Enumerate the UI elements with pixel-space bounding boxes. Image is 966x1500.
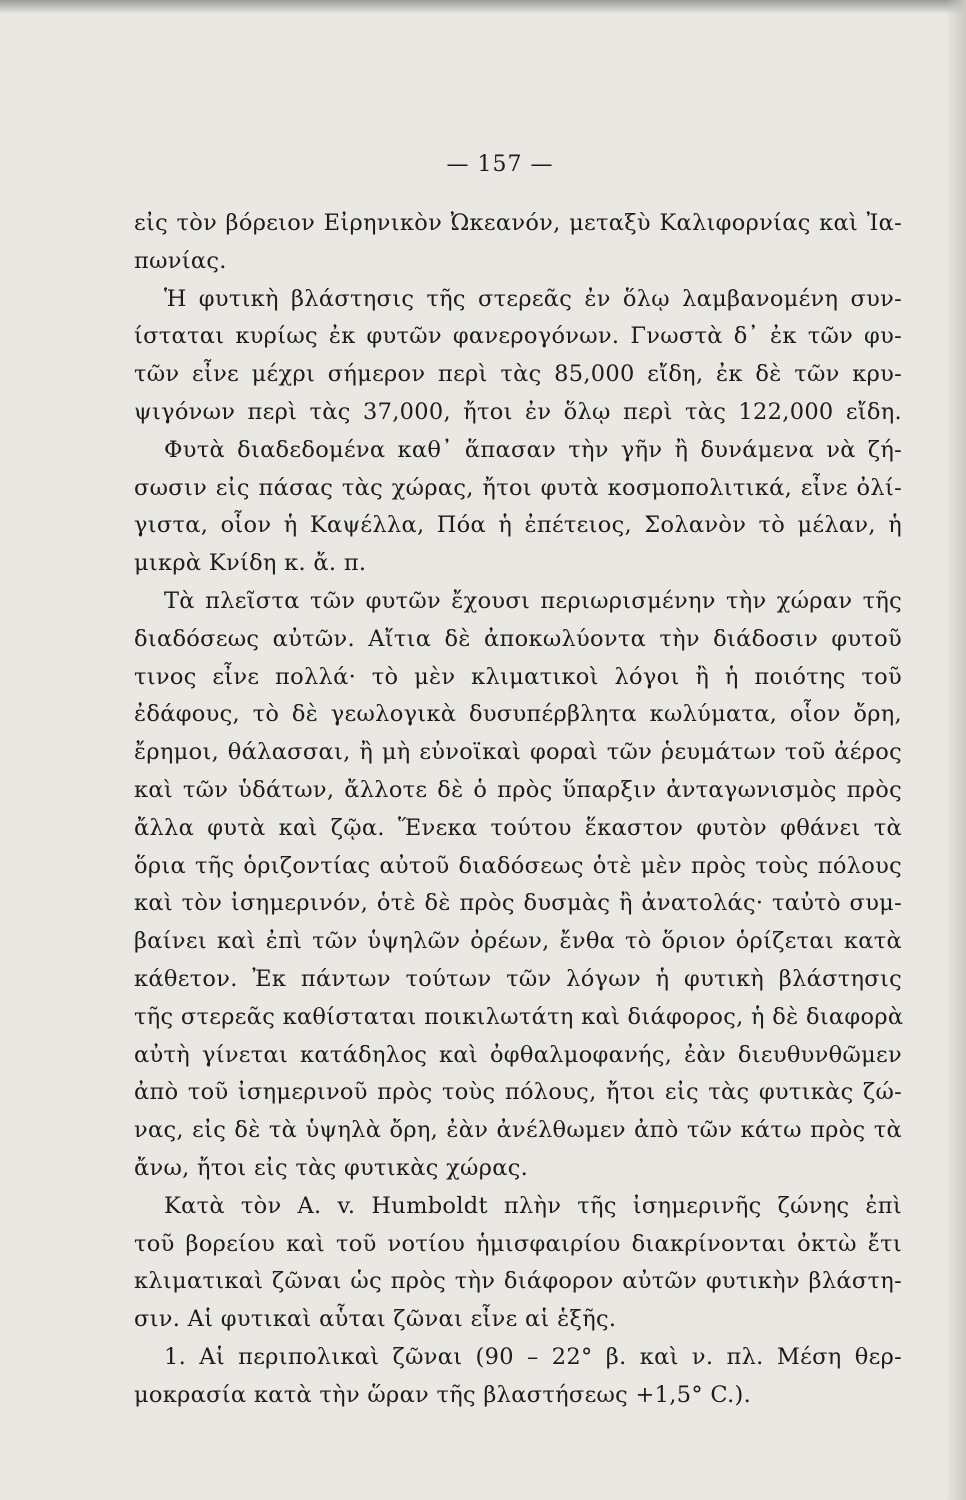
text-line: ἀπὸ τοῦ ἰσημερινοῦ πρὸς τοὺς πόλους, ἤτοι εἰς τὰς φυτικὰς ζώ- — [134, 1079, 902, 1106]
text-line: 1. Αἱ περιπολικαὶ ζῶναι (90 – 22° β. καὶ ν. πλ. Μέση θερ- — [164, 1343, 902, 1370]
page-number: — 157 — — [446, 152, 554, 177]
text-line: γιστα, οἷον ἡ Καψέλλα, Πόα ἡ ἐπέτειος, Σολανὸν τὸ μέλαν, ἡ — [134, 512, 902, 539]
text-line: κλιματικαὶ ζῶναι ὡς πρὸς τὴν διάφορον αὐτῶν φυτικὴν βλάστη- — [134, 1268, 902, 1295]
text-line: ὅρια τῆς ὁριζοντίας αὐτοῦ διαδόσεως ὁτὲ μὲν πρὸς τοὺς πόλους — [134, 852, 902, 879]
text-line: πωνίας. — [134, 247, 227, 274]
text-line: Ἡ φυτικὴ βλάστησις τῆς στερεᾶς ἐν ὅλῳ λαμβανομένη συν- — [164, 285, 902, 312]
text-line: Φυτὰ διαδεδομένα καθ᾽ ἅπασαν τὴν γῆν ἢ δυνάμενα νὰ ζή- — [164, 436, 902, 463]
text-line: Κατὰ τὸν A. v. Humboldt πλὴν τῆς ἰσημερινῆς ζώνης ἐπὶ — [164, 1192, 902, 1219]
text-line: τοῦ βορείου καὶ τοῦ νοτίου ἡμισφαιρίου διακρίνονται ὀκτὼ ἔτι — [134, 1230, 902, 1257]
text-line: νας, εἰς δὲ τὰ ὑψηλὰ ὄρη, ἐὰν ἀνέλθωμεν ἀπὸ τῶν κάτω πρὸς τὰ — [134, 1117, 902, 1144]
text-line: μοκρασία κατὰ τὴν ὥραν τῆς βλαστήσεως +1,5° C.). — [134, 1381, 752, 1408]
text-line: ἔρημοι, θάλασσαι, ἢ μὴ εὐνοϊκαὶ φοραὶ τῶν ῥευμάτων τοῦ ἀέρος — [134, 739, 902, 766]
text-line: ἄνω, ἤτοι εἰς τὰς φυτικὰς χώρας. — [134, 1154, 529, 1181]
text-line: σωσιν εἰς πάσας τὰς χώρας, ἤτοι φυτὰ κοσμοπολιτικά, εἶνε ὀλί- — [134, 474, 902, 501]
text-line: καὶ τὸν ἰσημερινόν, ὁτὲ δὲ πρὸς δυσμὰς ἢ ἀνατολάς· ταὐτὸ συμ- — [134, 890, 902, 917]
text-line: βαίνει καὶ ἐπὶ τῶν ὑψηλῶν ὀρέων, ἔνθα τὸ ὅριον ὁρίζεται κατὰ — [134, 928, 902, 955]
text-line: ἄλλα φυτὰ καὶ ζῷα. Ἕνεκα τούτου ἕκαστον φυτὸν φθάνει τὰ — [134, 814, 902, 841]
text-line: εἰς τὸν βόρειον Εἰρηνικὸν Ὠκεανόν, μεταξὺ Καλιφορνίας καὶ Ἰα- — [134, 210, 902, 236]
text-line: Τὰ πλεῖστα τῶν φυτῶν ἔχουσι περιωρισμένην τὴν χώραν τῆς — [164, 587, 902, 614]
body-text — [134, 205, 902, 1415]
text-line: ἐδάφους, τὸ δὲ γεωλογικὰ δυσυπέρβλητα κωλύματα, οἷον ὄρη, — [134, 701, 902, 728]
text-line: κάθετον. Ἐκ πάντων τούτων τῶν λόγων ἡ φυτικὴ βλάστησις — [134, 965, 902, 992]
text-line: τῶν εἶνε μέχρι σήμερον περὶ τὰς 85,000 εἴδη, ἐκ δὲ τῶν κρυ- — [134, 361, 902, 388]
text-line: ψιγόνων περὶ τὰς 37,000, ἤτοι ἐν ὅλῳ περὶ τὰς 122,000 εἴδη. — [134, 398, 902, 425]
text-line: καὶ τῶν ὑδάτων, ἄλλοτε δὲ ὁ πρὸς ὕπαρξιν ἀνταγωνισμὸς πρὸς — [134, 776, 902, 803]
text-line: αὐτὴ γίνεται κατάδηλος καὶ ὀφθαλμοφανής, ἐὰν διευθυνθῶμεν — [134, 1041, 902, 1068]
text-line: τῆς στερεᾶς καθίσταται ποικιλωτάτη καὶ διάφορος, ἡ δὲ διαφορὰ — [134, 1003, 904, 1030]
text-line: ίσταται κυρίως ἐκ φυτῶν φανερογόνων. Γνωστὰ δ᾽ ἐκ τῶν φυ- — [134, 323, 902, 350]
text-line: μικρὰ Κνίδη κ. ἄ. π. — [134, 550, 367, 577]
text-line: τινος εἶνε πολλά· τὸ μὲν κλιματικοὶ λόγοι ἢ ἡ ποιότης τοῦ — [134, 663, 902, 690]
text-line: διαδόσεως αὐτῶν. Αἴτια δὲ ἀποκωλύοντα τὴν διάδοσιν φυτοῦ — [134, 625, 902, 652]
text-line: σιν. Αἱ φυτικαὶ αὗται ζῶναι εἶνε αἱ ἑξῆς. — [134, 1306, 617, 1333]
